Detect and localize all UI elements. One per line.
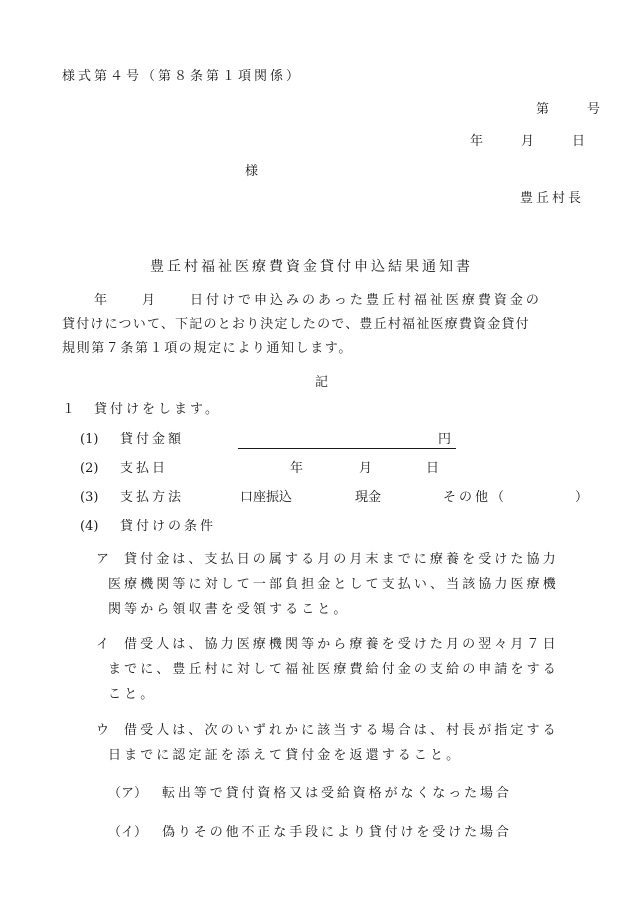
method-other-close: ） bbox=[575, 490, 589, 505]
item-1-label: 貸付金額 bbox=[120, 432, 185, 447]
condition-i-line-3: こと。 bbox=[108, 687, 157, 702]
intro-line-1: 年 月 日付けで申込みのあった豊丘村福祉医療費資金の bbox=[62, 293, 542, 308]
item-3-label: 支払方法 bbox=[120, 490, 185, 505]
loan-amount-field bbox=[238, 431, 456, 449]
document-title: 豊丘村福祉医療費資金貸付申込結果通知書 bbox=[150, 259, 473, 275]
addressee-suffix: 様 bbox=[245, 164, 259, 179]
condition-a-line-1: 貸付金は、支払日の属する月の月末までに療養を受けた協力 bbox=[124, 552, 559, 567]
condition-a-line-3: 関等から領収書を受領すること。 bbox=[108, 602, 350, 617]
method-cash: 現金 bbox=[355, 490, 382, 505]
item-4-number: (4) bbox=[80, 519, 99, 534]
sub-condition-a-text: 転出等で貸付資格又は受給資格がなくなった場合 bbox=[162, 786, 512, 801]
condition-u-line-2: 日までに認定証を添えて貸付金を返還すること。 bbox=[108, 748, 463, 763]
item-3-number: (3) bbox=[80, 490, 99, 505]
section-1-heading: １ 貸付けをします。 bbox=[62, 402, 221, 417]
issuer-name: 豊丘村長 bbox=[520, 191, 585, 206]
condition-i-mark: イ bbox=[96, 637, 110, 652]
ki-heading: 記 bbox=[315, 375, 329, 390]
document-number: 第 号 bbox=[536, 102, 605, 117]
payment-day: 日 bbox=[426, 461, 440, 476]
sub-condition-a-mark: （ア） bbox=[108, 786, 148, 801]
payment-month: 月 bbox=[359, 461, 373, 476]
intro-line-2: 貸付けについて、下記のとおり決定したので、豊丘村福祉医療費資金貸付 bbox=[62, 317, 530, 332]
payment-year: 年 bbox=[290, 461, 304, 476]
sub-condition-i-mark: （イ） bbox=[108, 825, 148, 840]
condition-i-line-2: までに、豊丘村に対して福祉医療費給付金の支給の申請をする bbox=[108, 662, 559, 677]
form-label: 様式第４号（第８条第１項関係） bbox=[62, 69, 303, 84]
date-line: 年 月 日 bbox=[470, 134, 590, 149]
method-bank-transfer: 口座振込 bbox=[240, 490, 293, 505]
condition-a-line-2: 医療機関等に対して一部負担金として支払い、当該協力医療機 bbox=[108, 577, 559, 592]
item-1-number: (1) bbox=[80, 432, 99, 447]
condition-i-line-1: 借受人は、協力医療機関等から療養を受けた月の翌々月７日 bbox=[124, 637, 559, 652]
sub-condition-i-text: 偽りその他不正な手段により貸付けを受けた場合 bbox=[162, 825, 512, 840]
intro-line-3: 規則第７条第１項の規定により通知します。 bbox=[62, 341, 353, 356]
condition-u-mark: ウ bbox=[96, 723, 110, 738]
method-other: その他（ bbox=[443, 490, 508, 505]
condition-u-line-1: 借受人は、次のいずれかに該当する場合は、村長が指定する bbox=[124, 723, 559, 738]
condition-a-mark: ア bbox=[96, 552, 110, 567]
item-4-label: 貸付けの条件 bbox=[120, 519, 217, 534]
yen-unit: 円 bbox=[438, 432, 452, 447]
item-2-number: (2) bbox=[80, 461, 99, 476]
item-2-label: 支払日 bbox=[120, 461, 169, 476]
